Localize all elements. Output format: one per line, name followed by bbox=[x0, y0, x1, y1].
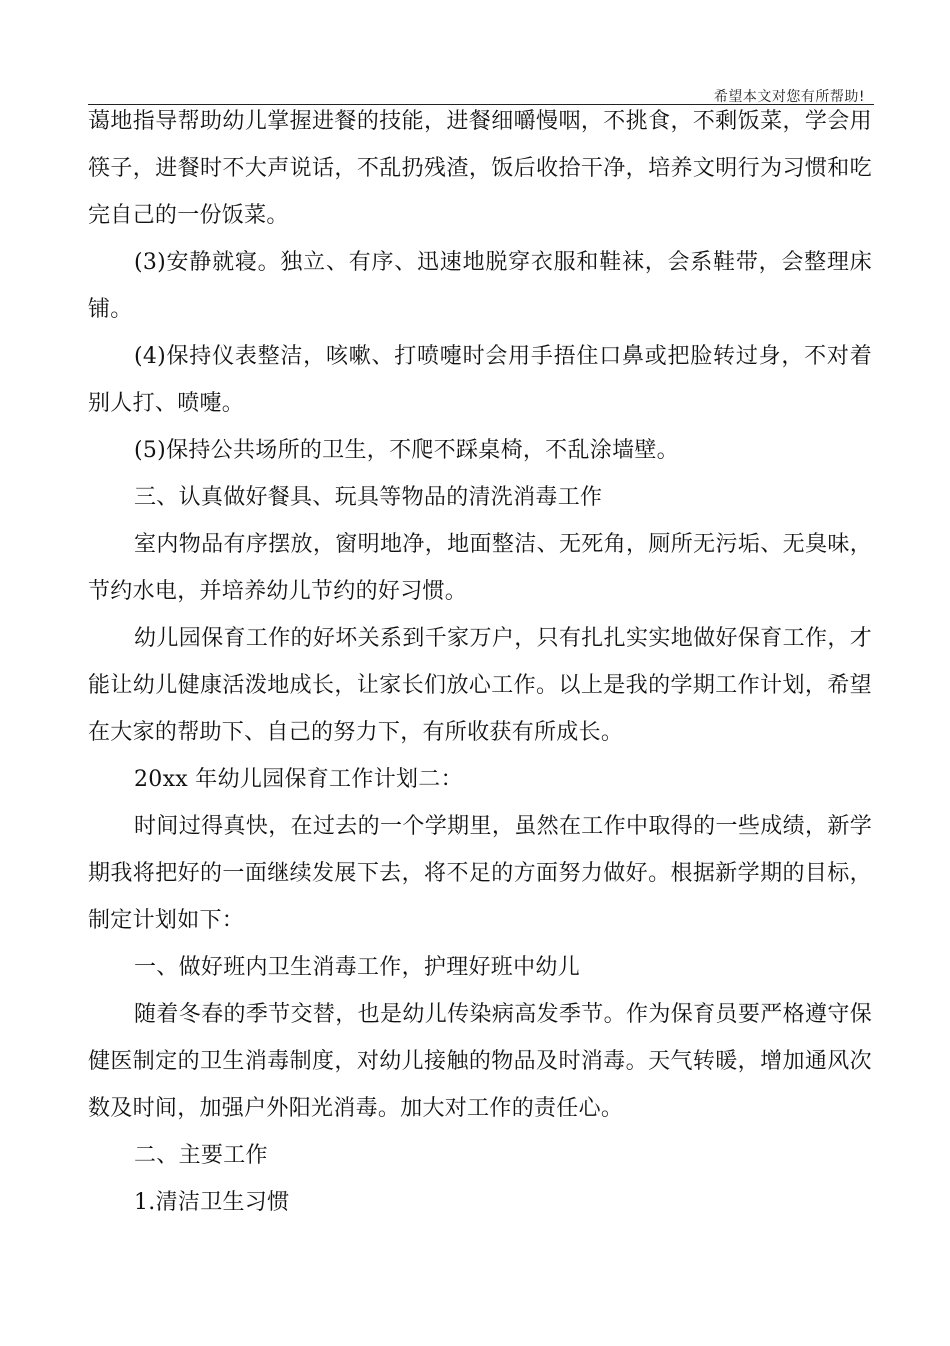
paragraph: 室内物品有序摆放，窗明地净，地面整洁、无死角，厕所无污垢、无臭味，节约水电，并培养幼儿节约的好习惯。 bbox=[88, 532, 872, 604]
header-note: 希望本文对您有所帮助! bbox=[713, 89, 865, 105]
paragraph: 幼儿园保育工作的好坏关系到千家万户，只有扎扎实实地做好保育工作，才能让幼儿健康活泼地成长，让家长们放心工作。以上是我的学期工作计划，希望在大家的帮助下、自己的努力下，有所收获有所成长。 bbox=[88, 626, 872, 745]
section-heading: 二、主要工作 bbox=[134, 1143, 268, 1168]
paragraph: (5)保持公共场所的卫生，不爬不踩桌椅，不乱涂墙壁。 bbox=[134, 438, 679, 463]
section-heading: 三、认真做好餐具、玩具等物品的清洗消毒工作 bbox=[134, 485, 603, 510]
paragraph: 蔼地指导帮助幼儿掌握进餐的技能，进餐细嚼慢咽，不挑食，不剩饭菜，学会用筷子，进餐时不大声说话，不乱扔残渣，饭后收拾干净，培养文明行为习惯和吃完自己的一份饭菜。 bbox=[88, 109, 872, 228]
paragraph: 随着冬春的季节交替，也是幼儿传染病高发季节。作为保育员要严格遵守保健医制定的卫生消毒制度，对幼儿接触的物品及时消毒。天气转暖，增加通风次数及时间，加强户外阳光消毒。加大对工作的责任心。 bbox=[88, 1002, 872, 1121]
paragraph: 时间过得真快，在过去的一个学期里，虽然在工作中取得的一些成绩，新学期我将把好的一面继续发展下去，将不足的方面努力做好。根据新学期的目标，制定计划如下： bbox=[88, 814, 872, 933]
document-body bbox=[88, 98, 872, 1226]
paragraph: (4)保持仪表整洁，咳嗽、打喷嚏时会用手捂住口鼻或把脸转过身，不对着别人打、喷嚏。 bbox=[88, 344, 872, 416]
subsection-heading: 1.清洁卫生习惯 bbox=[134, 1190, 290, 1215]
paragraph: (3)安静就寝。独立、有序、迅速地脱穿衣服和鞋袜，会系鞋带，会整理床铺。 bbox=[88, 250, 872, 322]
plan-title: 20xx 年幼儿园保育工作计划二： bbox=[134, 767, 463, 792]
section-heading: 一、做好班内卫生消毒工作，护理好班中幼儿 bbox=[134, 955, 581, 980]
